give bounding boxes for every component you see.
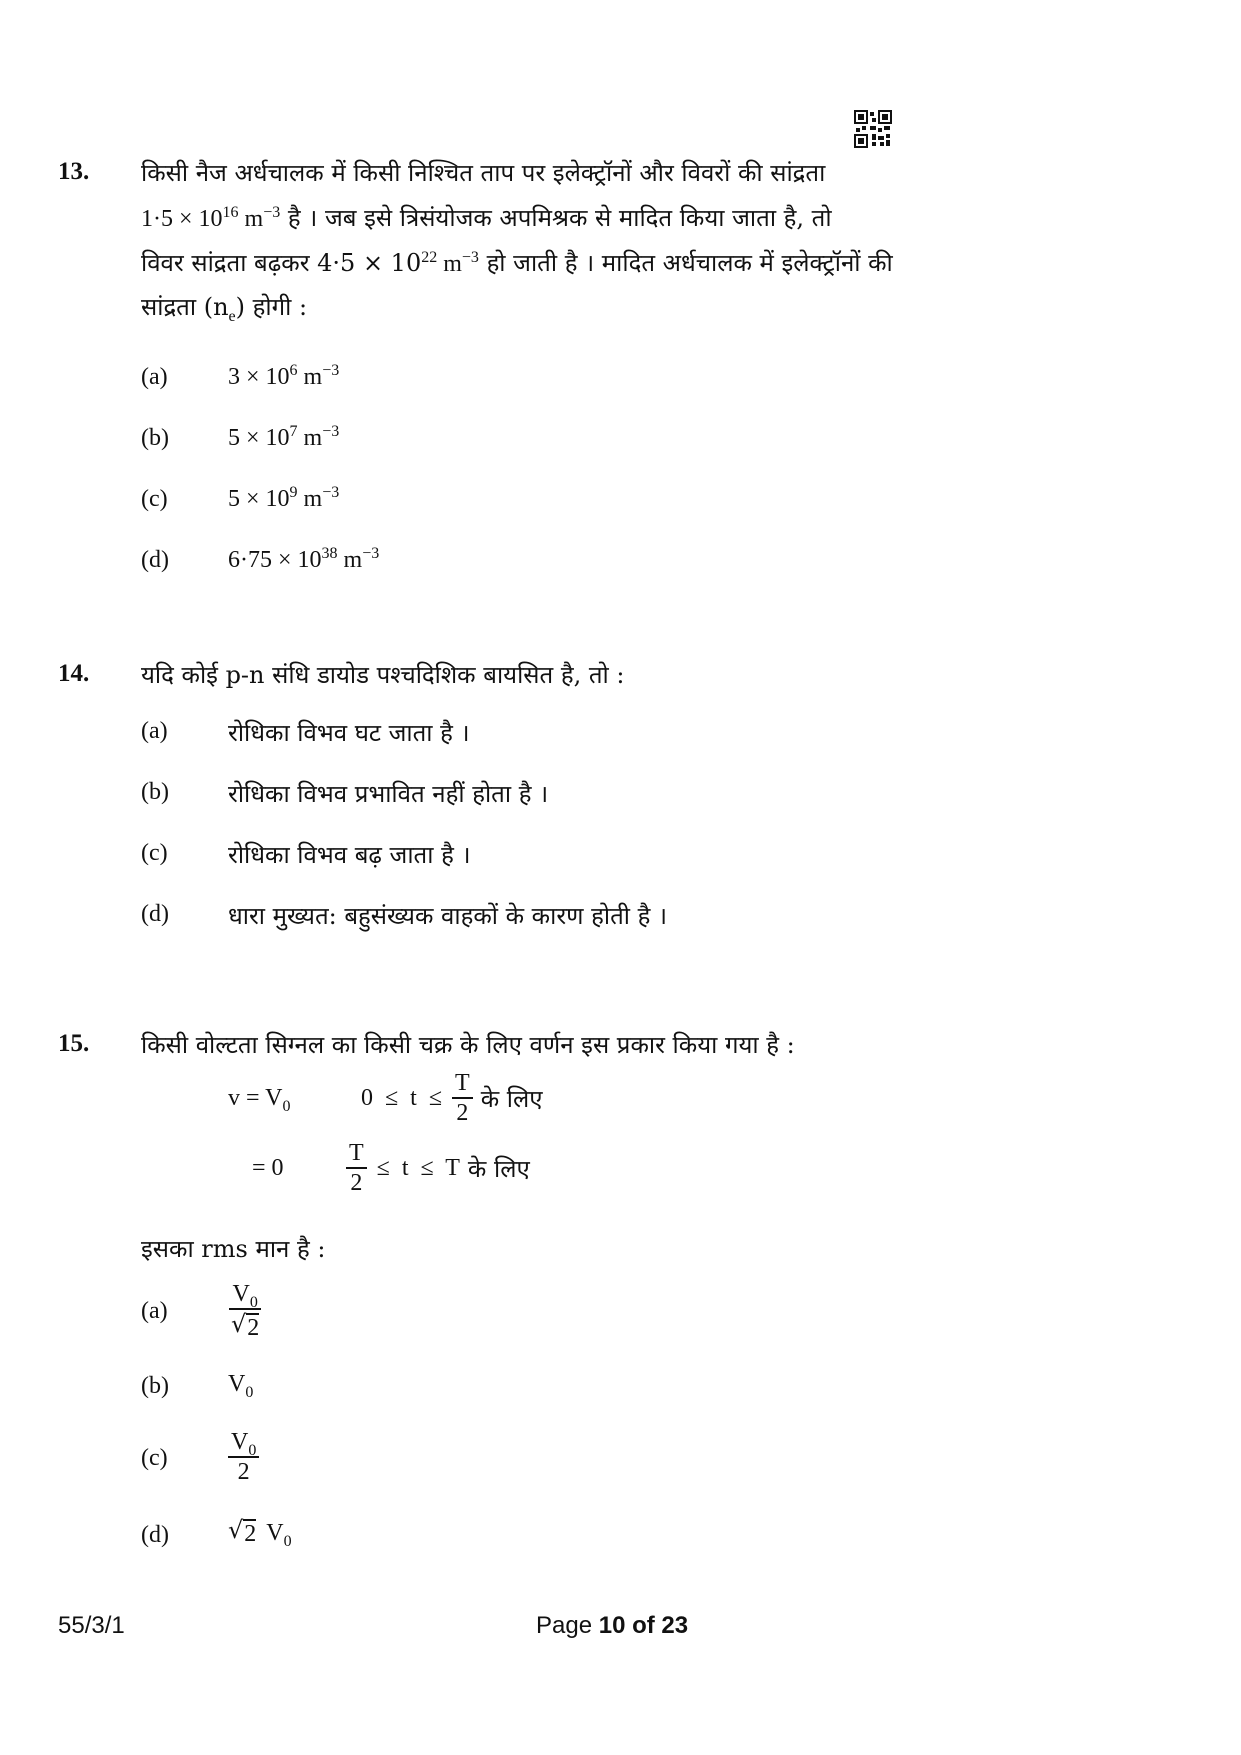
option-label: (a) [141,718,168,744]
question-text: किसी वोल्टता सिग्नल का किसी चक्र के लिए वर्णन इस प्रकार किया गया है : [141,1031,795,1059]
option-value: $5 \times 10^9$ $m^{-3}$ [228,484,340,512]
option-label: (d) [141,547,169,573]
option-value: $5 \times 10^7$ $m^{-3}$ [228,423,340,451]
question-number: 14. [58,660,90,687]
option-label: (d) [141,1522,169,1548]
question-text-line: किसी नैज अर्धचालक में किसी निश्चित ताप पर इलेक्ट्रॉनों और विवरों की सांद्रता [141,159,826,187]
option-text: रोधिका विभव प्रभावित नहीं होता है । [228,780,549,808]
equation-line-2: = 0 $\frac{T}{2}$ ≤ t ≤ T के लिए [252,1140,530,1196]
option-value: $V_0$ [228,1371,254,1401]
option-label: (a) [141,1298,168,1324]
option-value: $6\cdot 75 \times 10^{38}$ $m^{-3}$ [228,545,380,573]
option-label: (a) [141,364,168,390]
question-text-line: $1\cdot 5 \times 10^{16}$ $m^{-3}$ है । जब इसे त्रिसंयोजक अपमिश्रक से मादित किया जाता है, तो [141,204,832,232]
option-label: (b) [141,425,169,451]
question-text-line: विवर सांद्रता बढ़कर $4\cdot 5 \times 10^{22}$ $m^{-3}$ हो जाती है । मादित अर्धचालक में इलेक्ट्रॉनों की [141,249,893,277]
option-text: धारा मुख्यत: बहुसंख्यक वाहकों के कारण होती है । [228,902,668,930]
rms-prompt: इसका rms मान है : [141,1235,326,1263]
option-value: $3 \times 10^6$ $m^{-3}$ [228,362,340,390]
option-value: $V_0$ √ 2 [231,1281,260,1341]
question-number: 15. [58,1030,90,1057]
fraction: $\frac{T}{2}$ [346,1139,367,1197]
option-value: $\frac{V_0}{2}$ [228,1428,259,1486]
equation-line-1: $v = V_0$ 0 ≤ t ≤ $\frac{T}{2}$ के लिए [228,1070,543,1126]
qr-code-icon [854,110,892,148]
option-label: (d) [141,901,169,927]
option-text: रोधिका विभव घट जाता है । [228,719,470,747]
option-label: (b) [141,779,169,805]
option-label: (c) [141,840,168,866]
question-number: 13. [58,158,90,185]
option-value: √ 2 $V_0$ [228,1516,292,1550]
option-label: (c) [141,486,168,512]
option-text: रोधिका विभव बढ़ जाता है । [228,841,471,869]
fraction: $\frac{T}{2}$ [452,1069,473,1127]
page-indicator: Page 10 of 23 [536,1612,689,1639]
paper-code: 55/3/1 [58,1612,125,1639]
option-label: (b) [141,1373,169,1399]
option-label: (c) [141,1445,168,1471]
question-text-line: सांद्रता $(n_e)$ होगी : [141,293,308,325]
question-text: यदि कोई p-n संधि डायोड पश्चदिशिक बायसित है, तो : [141,661,625,689]
